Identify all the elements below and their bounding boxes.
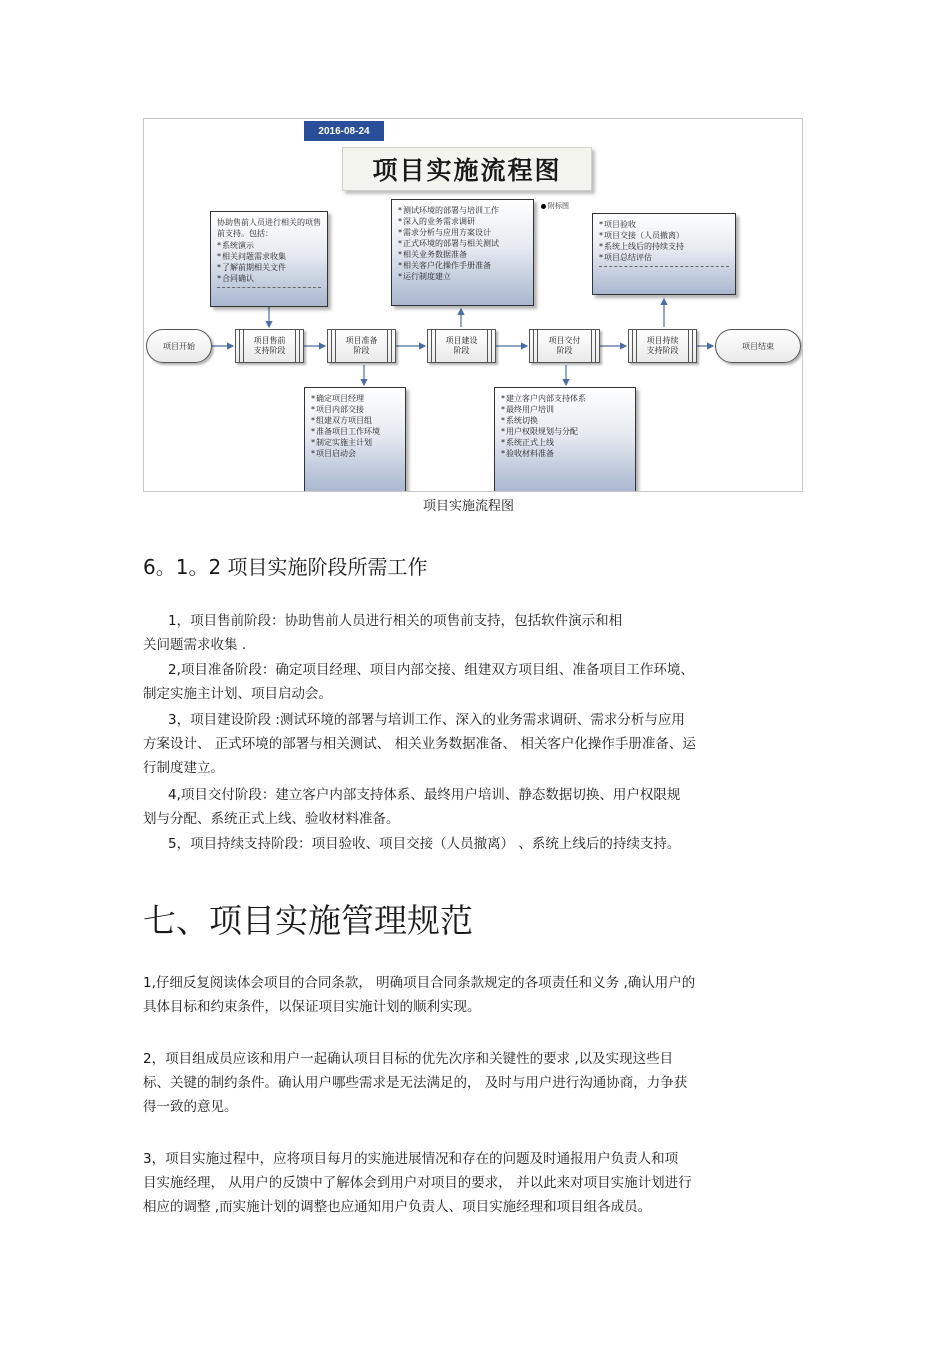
flowchart-figure [143, 118, 803, 492]
note-preparation [304, 387, 406, 492]
paragraph-line: 2,项目准备阶段：确定项目经理、项目内部交接、组建双方项目组、准备项目工作环境、 [168, 662, 694, 678]
note-item: * 需求分析与应用方案设计 [398, 227, 527, 238]
rule-3 [143, 1147, 692, 1219]
note-item: * 项目验收 [599, 219, 729, 230]
stage-label: 项目建设 [445, 336, 478, 345]
stage-label: 阶段 [453, 346, 470, 355]
section-heading: 6。1。2 项目实施阶段所需工作 [143, 555, 428, 579]
phase-4 [143, 783, 680, 831]
date-tag: 2016-08-24 [304, 121, 384, 141]
legend-label: 附标图 [548, 202, 569, 210]
note-item: * 了解前期相关文件 [217, 262, 321, 273]
phase-5 [143, 832, 680, 856]
stage-support [628, 329, 697, 363]
note-item: * 确定项目经理 [311, 393, 399, 404]
paragraph-line: 具体目标和约束条件，以保证项目实施计划的顺利实现。 [143, 999, 481, 1015]
paragraph-line: 5，项目持续支持阶段：项目验收、项目交接（人员撤离） 、系统上线后的持续支持。 [168, 836, 681, 852]
rule-1 [143, 971, 695, 1019]
note-item: * 系统上线后的持续支持 [599, 241, 729, 252]
note-item: * 组建双方项目组 [311, 415, 399, 426]
paragraph-line: 关问题需求收集 . [143, 637, 247, 653]
paragraph-line: 得一致的意见。 [143, 1099, 238, 1115]
note-item: * 系统演示 [217, 240, 321, 251]
note-item: * 相关客户化操作手册准备 [398, 260, 527, 271]
note-item: * 项目内部交接 [311, 404, 399, 415]
paragraph-line: 1,仔细反复阅读体会项目的合同条款， 明确项目合同条款规定的各项责任和义务 ,确认用户的 [143, 975, 696, 991]
stage-construction [427, 329, 496, 363]
stage-label: 支持阶段 [253, 346, 286, 355]
paragraph-line: 3，项目建设阶段 :测试环境的部署与培训工作、深入的业务需求调研、需求分析与应用 [168, 712, 685, 728]
paragraph-line: 相应的调整 ,而实施计划的调整也应通知用户负责人、项目实施经理和项目组各成员。 [143, 1199, 652, 1215]
note-item: * 系统正式上线 [501, 437, 629, 448]
paragraph-line: 1，项目售前阶段：协助售前人员进行相关的项售前支持，包括软件演示和相 [168, 613, 623, 629]
paragraph-line: 划与分配、系统正式上线、验收材料准备。 [143, 811, 400, 827]
note-item: * 准备项目工作环境 [311, 426, 399, 437]
paragraph-line: 3，项目实施过程中，应将项目每月的实施进展情况和存在的问题及时通报用户负责人和项 [143, 1151, 679, 1167]
note-item: * 测试环境的部署与培训工作 [398, 205, 527, 216]
note-item: * 相关业务数据准备 [398, 249, 527, 260]
paragraph-line: 方案设计、 正式环境的部署与相关测试、 相关业务数据准备、 相关客户化操作手册准备、运 [143, 736, 696, 752]
figure-caption: 项目实施流程图 [422, 499, 514, 514]
flowchart-title: 项目实施流程图 [342, 147, 592, 191]
paragraph-line: 制定实施主计划、项目启动会。 [143, 686, 332, 702]
phase-3 [143, 708, 696, 780]
stage-label: 支持阶段 [646, 346, 679, 355]
dashed-divider [217, 287, 321, 288]
stage-label: 阶段 [556, 346, 573, 355]
chapter-heading: 七、项目实施管理规范 [143, 901, 473, 940]
stage-label: 阶段 [353, 346, 370, 355]
note-support [592, 213, 736, 295]
paragraph-line: 目实施经理， 从用户的反馈中了解体会到用户对项目的要求， 并以此来对项目实施计划进行 [143, 1175, 692, 1191]
note-item: * 深入的业务需求调研 [398, 216, 527, 227]
paragraph-line: 4,项目交付阶段：建立客户内部支持体系、最终用户培训、静态数据切换、用户权限规 [168, 787, 681, 803]
note-item: * 最终用户培训 [501, 404, 629, 415]
note-construction [391, 199, 534, 306]
note-item: * 合同确认 [217, 273, 321, 284]
note-item: * 项目交接（人员撤离） [599, 230, 729, 241]
stage-label: 项目交付 [548, 336, 581, 345]
note-item: * 正式环境的部署与相关测试 [398, 238, 527, 249]
rule-2 [143, 1047, 687, 1119]
flow-start: 项目开始 [146, 329, 212, 363]
note-item: * 建立客户内部支持体系 [501, 393, 629, 404]
stage-preparation [327, 329, 396, 363]
legend [541, 201, 569, 211]
note-item: * 制定实施主计划 [311, 437, 399, 448]
paragraph-line: 标、关键的制约条件。确认用户哪些需求是无法满足的， 及时与用户进行沟通协商，力争获 [143, 1075, 688, 1091]
note-lead: 协助售前人员进行相关的项售前支持。包括： [217, 218, 321, 238]
stage-label: 项目售前 [253, 336, 286, 345]
note-item: * 相关问题需求收集 [217, 251, 321, 262]
note-item: * 验收材料准备 [501, 448, 629, 459]
note-presales [210, 211, 328, 307]
phase-2 [143, 658, 694, 706]
legend-dot-icon [541, 204, 546, 209]
note-item: * 系统切换 [501, 415, 629, 426]
paragraph-line: 2，项目组成员应该和用户一起确认项目目标的优先次序和关键性的要求 ,以及实现这些目 [143, 1051, 674, 1067]
dashed-divider [599, 266, 729, 267]
stage-label: 项目持续 [646, 336, 679, 345]
stage-presales [235, 329, 304, 363]
note-delivery [494, 387, 636, 492]
phase-1 [143, 609, 622, 657]
paragraph-line: 行制度建立。 [143, 760, 224, 776]
note-item: * 运行制度建立 [398, 271, 527, 282]
stage-delivery [529, 329, 600, 363]
flow-end: 项目结束 [715, 329, 801, 363]
stage-label: 项目准备 [345, 336, 378, 345]
note-item: * 用户权限规划与分配 [501, 426, 629, 437]
note-item: * 项目启动会 [311, 448, 399, 459]
note-item: * 项目总结评估 [599, 252, 729, 263]
